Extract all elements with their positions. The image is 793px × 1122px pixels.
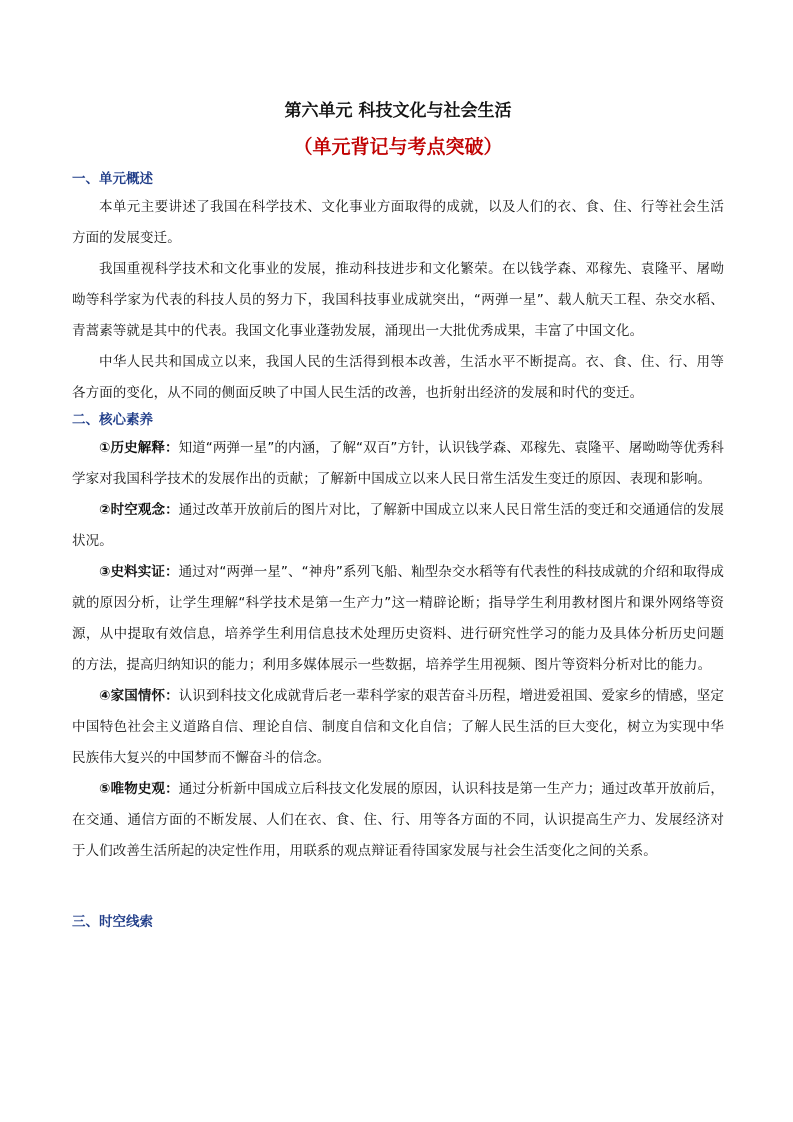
item-label: ④家国情怀： (99, 688, 179, 704)
section-heading: 二、核心素养 (72, 412, 153, 428)
item-label: ⑤唯物史观： (99, 781, 179, 797)
literacy-item (72, 681, 724, 774)
literacy-item (72, 433, 724, 495)
section-heading: 三、时空线索 (72, 914, 153, 930)
paragraph: 中华人民共和国成立以来，我国人民的生活得到根本改善，生活水平不断提高。衣、食、住、行、用等各方面的变化，从不同的侧面反映了中国人民生活的改善，也折射出经济的发展和时代的变迁。 (72, 354, 724, 401)
literacy-item (72, 557, 724, 681)
item-label: ①历史解释： (99, 440, 179, 456)
item-text: 知道“两弹一星”的内涵，了解“双百”方针，认识钱学森、邓稼先、袁隆平、屠呦呦等优秀科学家对我国科学技术的发展作出的贡献；了解新中国成立以来人民日常生活发生变迁的原因、表现和影响。 (72, 440, 724, 487)
document-title: 第六单元 科技文化与社会生活 (284, 101, 512, 121)
paragraph: 本单元主要讲述了我国在科学技术、文化事业方面取得的成就，以及人们的衣、食、住、行等社会生活方面的发展变迁。 (72, 199, 724, 246)
item-label: ③史料实证： (99, 564, 179, 580)
item-text: 通过改革开放前后的图片对比，了解新中国成立以来人民日常生活的变迁和交通通信的发展状况。 (72, 502, 725, 549)
item-text: 通过对“两弹一星”、“神舟”系列飞船、籼型杂交水稻等有代表性的科技成就的介绍和取得成就的原因分析，让学生理解“科学技术是第一生产力”这一精辟论断；指导学生利用教材图片和课外网络等资源，从中提取有效信息，培养学生利用信息技术处理历史资料、进行研究性学习的能力及具体分析历史问题的方法，提高归纳知识的能力；利用多媒体展示一些数据，培养学生用视频、图片等资料分析对比的能力。 (72, 564, 724, 673)
literacy-item (72, 495, 724, 557)
section-overview (72, 168, 724, 409)
item-text: 通过分析新中国成立后科技文化发展的原因，认识科技是第一生产力；通过改革开放前后，在交通、通信方面的不断发展、人们在衣、食、住、行、用等各方面的不同，认识提高生产力、发展经济对于人们改善生活所起的决定性作用，用联系的观点辩证看待国家发展与社会生活变化之间的关系。 (72, 781, 725, 859)
document-subtitle: （单元背记与考点突破） (293, 136, 503, 158)
section-timeline (72, 911, 724, 933)
document-page (72, 100, 724, 933)
section-core-literacy (72, 409, 724, 867)
literacy-item (72, 774, 724, 867)
section-heading: 一、单元概述 (72, 171, 153, 187)
item-text: 认识到科技文化成就背后老一辈科学家的艰苦奋斗历程，增进爱祖国、爱家乡的情感，坚定中国特色社会主义道路自信、理论自信、制度自信和文化自信；了解人民生活的巨大变化，树立为实现中华民族伟大复兴的中国梦而不懈奋斗的信念。 (72, 688, 725, 766)
item-label: ②时空观念： (99, 502, 179, 518)
paragraph: 我国重视科学技术和文化事业的发展，推动科技进步和文化繁荣。在以钱学森、邓稼先、袁隆平、屠呦呦等科学家为代表的科技人员的努力下，我国科技事业成就突出，“两弹一星”、载人航天工程、杂交水稻、青蒿素等就是其中的代表。我国文化事业蓬勃发展，涌现出一大批优秀成果，丰富了中国文化。 (72, 261, 724, 339)
